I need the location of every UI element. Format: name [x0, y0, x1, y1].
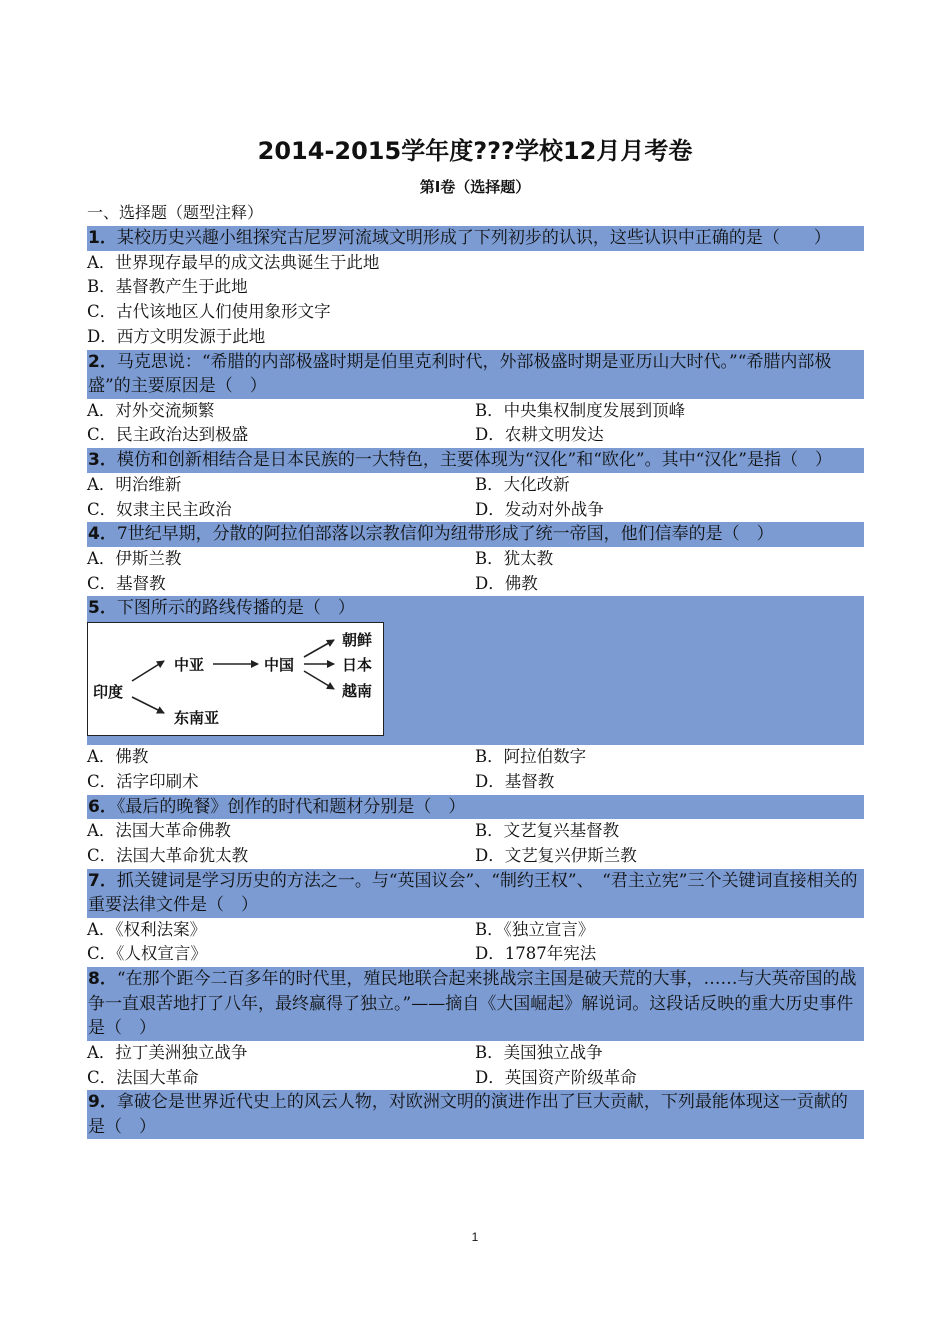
question-6: [87, 795, 864, 820]
option-row: [87, 473, 864, 498]
option-row: [87, 498, 864, 523]
question-text: 抓关键词是学习历史的方法之一。与“英国议会”、“制约王权”、 “君主立宪”三个关键词直接相关的重要法律文件是（ ）: [88, 870, 858, 916]
question-2: [87, 350, 864, 399]
option-row: [87, 399, 864, 424]
option: B．大化改新: [475, 474, 570, 494]
question-text: “在那个距今二百多年的时代里，殖民地联合起来挑战宗主国是破天荒的大事，……与大英帝国的战争一直艰苦地打了八年，最终赢得了独立。”——摘自《大国崛起》解说词。这段话反映的重大历史事件是（ ）: [88, 969, 857, 1039]
question-number: 3．: [88, 450, 117, 471]
option: A．伊斯兰教: [87, 548, 182, 568]
page-number: 1: [471, 1230, 479, 1244]
question-text: 《最后的晚餐》创作的时代和题材分别是（ ）: [116, 796, 466, 817]
option-row: [87, 572, 864, 597]
exam-subtitle: 第I卷（选择题）: [419, 178, 531, 196]
option-row: [87, 423, 864, 448]
arrow-china-korea: [304, 640, 334, 657]
arrow-india-seasia: [132, 697, 164, 713]
option: B．《独立宣言》: [475, 919, 595, 939]
label-southeast-asia: 东南亚: [174, 708, 220, 727]
section-heading: 一、选择题（题型注释）: [87, 203, 264, 222]
option: B．文艺复兴基督教: [475, 821, 620, 841]
question-number: 8．: [88, 969, 117, 990]
option: A．佛教: [87, 746, 149, 766]
question-number: 2．: [88, 351, 117, 372]
question-8: [87, 967, 864, 1041]
option: D．英国资产阶级革命: [475, 1067, 637, 1087]
option-row: [87, 819, 864, 844]
option: B．犹太教: [475, 548, 554, 568]
option: C．民主政治达到极盛: [87, 425, 249, 445]
option: D．西方文明发源于此地: [87, 326, 266, 346]
option: C．古代该地区人们使用象形文字: [87, 302, 331, 322]
question-4: [87, 522, 864, 547]
question-9: [87, 1090, 864, 1139]
label-central-asia: 中亚: [174, 655, 205, 674]
question-5: [87, 596, 864, 621]
figure-band: [87, 621, 864, 745]
option-row: [87, 942, 864, 967]
question-number: 7．: [88, 870, 117, 891]
option: A．世界现存最早的成文法典诞生于此地: [87, 252, 380, 272]
option-row: [87, 745, 864, 770]
option: C．法国大革命: [87, 1067, 199, 1087]
question-text: 下图所示的路线传播的是（ ）: [116, 598, 355, 619]
route-diagram-svg: [88, 623, 385, 737]
label-vietnam: 越南: [342, 681, 373, 700]
arrow-india-centralasia: [132, 661, 164, 681]
option: D．发动对外战争: [475, 499, 604, 519]
option: C．《人权宣言》: [87, 944, 207, 964]
option: C．法国大革命犹太教: [87, 845, 249, 865]
option-row: [87, 844, 864, 869]
question-text: 某校历史兴趣小组探究古尼罗河流域文明形成了下列初步的认识，这些认识中正确的是（ ）: [116, 228, 831, 248]
label-korea: 朝鲜: [342, 630, 373, 649]
option-row: [87, 1066, 864, 1091]
option: D．佛教: [475, 573, 538, 593]
option: C．活字印刷术: [87, 771, 199, 791]
option: A．法国大革命佛教: [87, 821, 231, 841]
option: C．基督教: [87, 573, 166, 593]
option: B．中央集权制度发展到顶峰: [475, 400, 686, 420]
label-india: 印度: [93, 682, 124, 701]
question-number: 5．: [88, 598, 117, 619]
question-7: [87, 869, 864, 918]
question-text: 马克思说：“希腊的内部极盛时期是伯里克利时代，外部极盛时期是亚历山大时代。”“希腊内部极盛”的主要原因是（ ）: [88, 351, 832, 397]
option: D．1787年宪法: [475, 944, 597, 964]
question-text: 7世纪早期，分散的阿拉伯部落以宗教信仰为纽带形成了统一帝国，他们信奉的是（ ）: [116, 524, 774, 545]
option: D．农耕文明发达: [475, 425, 604, 445]
question-number: 1．: [88, 228, 117, 248]
option: A．明治维新: [87, 474, 182, 494]
question-number: 9．: [88, 1092, 117, 1113]
option-row: [87, 770, 864, 795]
option: A．拉丁美洲独立战争: [87, 1042, 248, 1062]
option: D．基督教: [475, 771, 555, 791]
option-row: [87, 918, 864, 943]
question-1: [87, 226, 864, 251]
spread-route-diagram: [87, 622, 384, 736]
arrow-china-vietnam: [304, 671, 334, 689]
option-row: [87, 1041, 864, 1066]
option: D．文艺复兴伊斯兰教: [475, 845, 637, 865]
option: B．阿拉伯数字: [475, 746, 587, 766]
question-list: [87, 226, 864, 1139]
option: C．奴隶主民主政治: [87, 499, 232, 519]
question-number: 4．: [88, 524, 117, 545]
option-row: [87, 547, 864, 572]
option: A．对外交流频繁: [87, 400, 215, 420]
option: A．《权利法案》: [87, 919, 207, 939]
question-number: 6．: [88, 796, 117, 817]
question-3: [87, 448, 864, 473]
label-china: 中国: [264, 655, 295, 674]
option: B．美国独立战争: [475, 1042, 603, 1062]
exam-title: 2014-2015学年度???学校12月月考卷: [257, 137, 693, 165]
option: B．基督教产生于此地: [87, 277, 248, 297]
label-japan: 日本: [342, 655, 373, 674]
question-text: 模仿和创新相结合是日本民族的一大特色，主要体现为“汉化”和“欧化”。其中“汉化”是指（ ）: [116, 450, 832, 471]
question-text: 拿破仑是世界近代史上的风云人物，对欧洲文明的演进作出了巨大贡献，下列最能体现这一贡献的是（ ）: [88, 1092, 848, 1137]
